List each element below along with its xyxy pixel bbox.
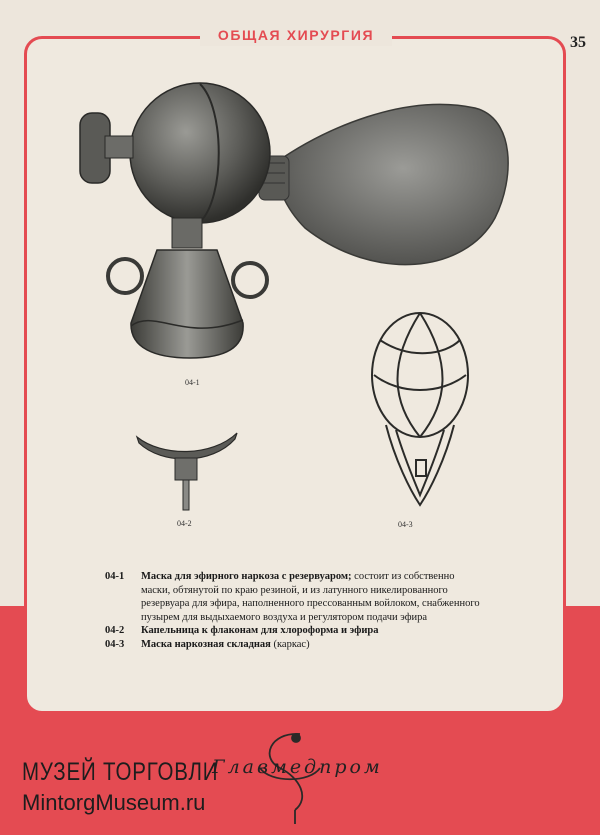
- museum-watermark-url: MintorgMuseum.ru: [22, 790, 206, 815]
- section-title: ОБЩАЯ ХИРУРГИЯ: [200, 24, 392, 46]
- figure-label-04-1: 04-1: [185, 378, 200, 387]
- entry-title: Маска для эфирного наркоза с резервуаром;: [141, 571, 352, 582]
- dropper-fitting-illustration: [132, 425, 242, 515]
- entry-text: (каркас): [273, 638, 310, 650]
- page-number: 35: [570, 34, 586, 51]
- product-description: [105, 570, 485, 651]
- figure-label-04-3: 04-3: [398, 520, 413, 529]
- entry-body: [141, 570, 485, 624]
- entry-body: [141, 638, 485, 652]
- description-entry: [105, 624, 485, 638]
- entry-text: состоит из собственно маски, обтянутой по краю резиной, и из латунного никелированного резервуара для эфира, наполненного прессованным войлоком, снабженного пузырем для выдыхаемого воздуха и регулятором подачи эфира: [141, 571, 480, 623]
- glavmedprom-logo-icon: [200, 728, 340, 828]
- entry-title: Маска наркозная складная: [141, 638, 271, 650]
- entry-code: 04-2: [105, 625, 125, 636]
- description-entry: [105, 570, 485, 624]
- figure-label-04-2: 04-2: [177, 519, 192, 528]
- folding-mask-frame-illustration: [360, 300, 480, 520]
- entry-title: Капельница к флаконам для хлороформа и эфира: [141, 625, 379, 636]
- entry-body: [141, 624, 485, 638]
- entry-code: 04-1: [105, 571, 125, 582]
- description-entry: [105, 638, 485, 652]
- brand-name: Главмедпром: [212, 756, 383, 778]
- museum-watermark-name: МУЗЕЙ ТОРГОВЛИ: [22, 758, 219, 786]
- entry-code: 04-3: [105, 638, 125, 650]
